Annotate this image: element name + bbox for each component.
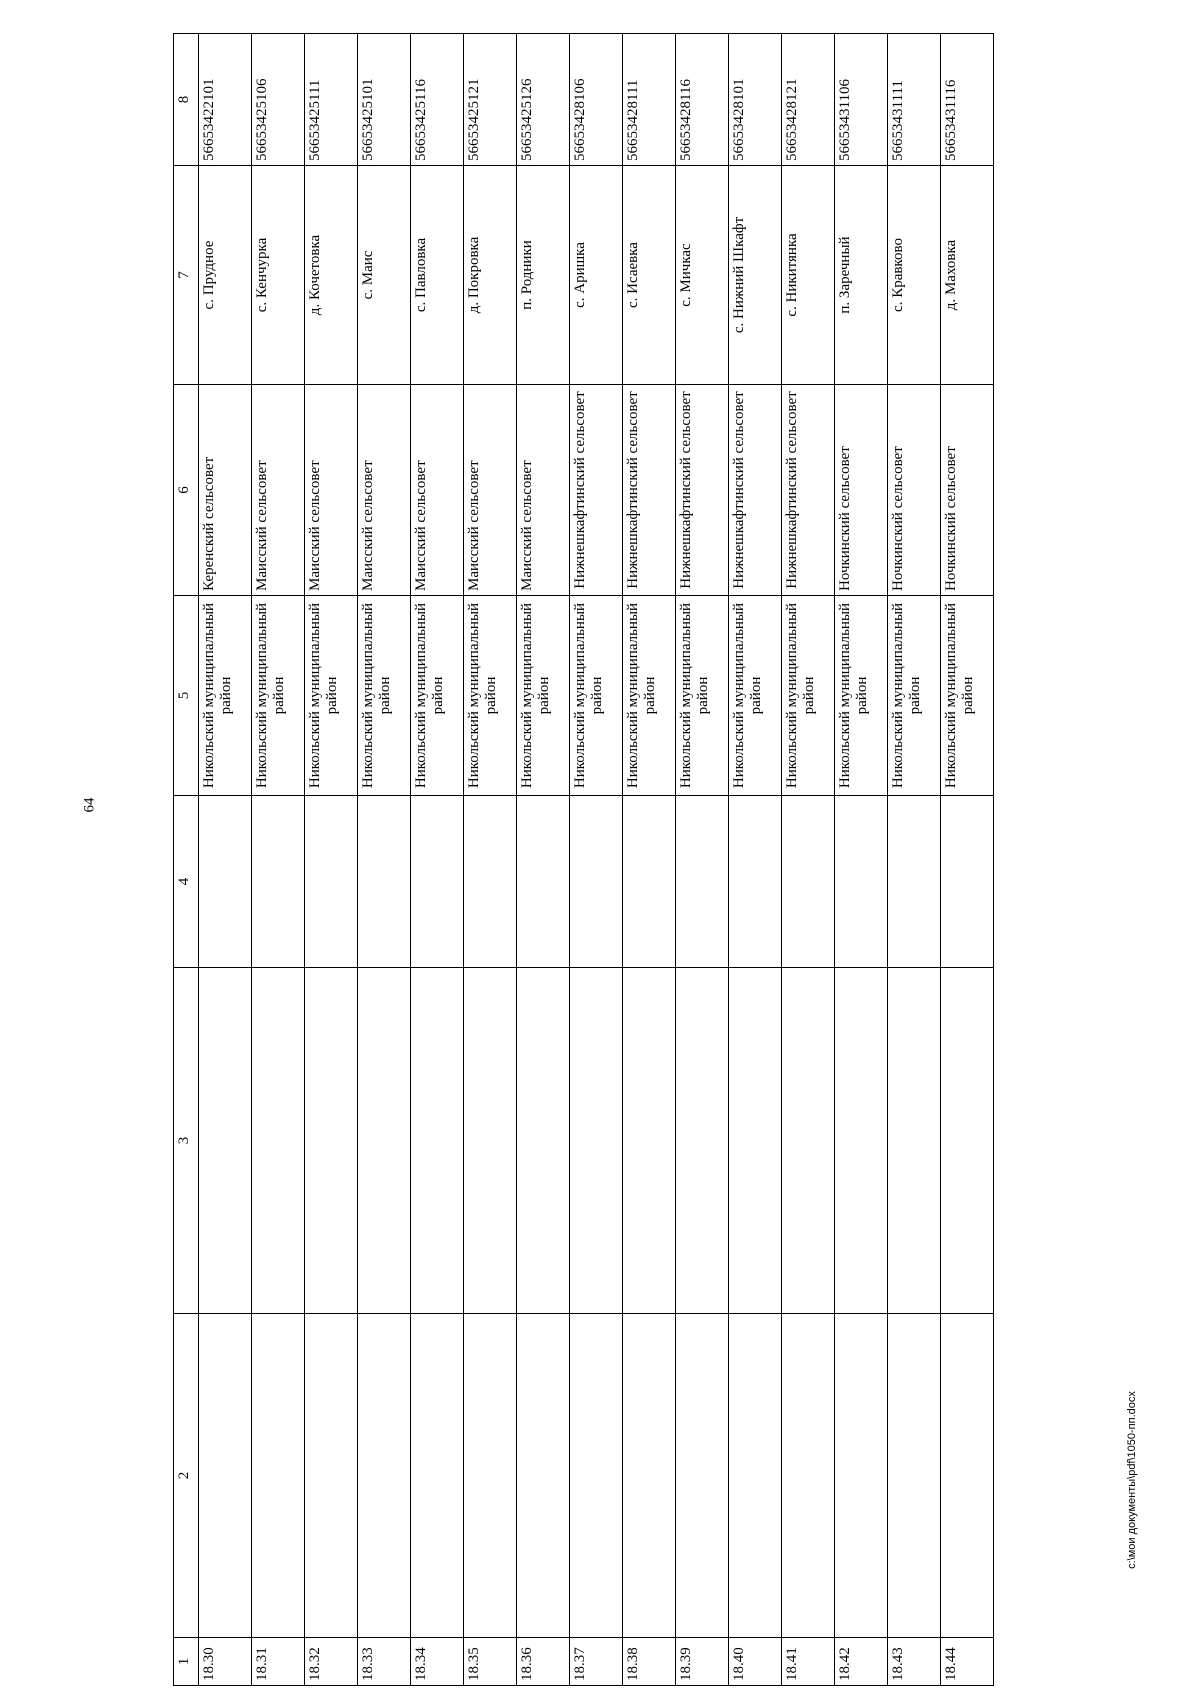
- empty-cell: [782, 1314, 835, 1638]
- empty-cell: [941, 796, 994, 968]
- table-row: [570, 34, 623, 1686]
- empty-cell: [835, 796, 888, 968]
- council-cell: Нижнешкафтинский сельсовет: [570, 385, 623, 596]
- council-cell: Маисский сельсовет: [464, 385, 517, 596]
- table-row: [888, 34, 941, 1686]
- code-cell: 56653425101: [358, 34, 411, 166]
- code-cell: 56653428121: [782, 34, 835, 166]
- column-header: 4: [174, 796, 199, 968]
- row-number-cell: 18.41: [782, 1638, 835, 1686]
- code-cell: 56653425106: [252, 34, 305, 166]
- empty-cell: [570, 1314, 623, 1638]
- column-header: 5: [174, 596, 199, 796]
- column-header: 8: [174, 34, 199, 166]
- settlement-cell: д. Кочетовка: [305, 166, 358, 385]
- empty-cell: [623, 968, 676, 1314]
- district-cell: Никольский муниципальный район: [941, 596, 994, 796]
- settlement-cell: д. Маховка: [941, 166, 994, 385]
- district-cell: Никольский муниципальный район: [570, 596, 623, 796]
- row-number-cell: 18.34: [411, 1638, 464, 1686]
- row-number-cell: 18.36: [517, 1638, 570, 1686]
- council-cell: Ночкинский сельсовет: [888, 385, 941, 596]
- district-cell: Никольский муниципальный район: [358, 596, 411, 796]
- empty-cell: [570, 968, 623, 1314]
- code-cell: 56653425111: [305, 34, 358, 166]
- code-cell: 56653425121: [464, 34, 517, 166]
- empty-cell: [570, 796, 623, 968]
- council-cell: Маисский сельсовет: [305, 385, 358, 596]
- empty-cell: [941, 1314, 994, 1638]
- row-number-cell: 18.38: [623, 1638, 676, 1686]
- code-cell: 56653422101: [199, 34, 252, 166]
- council-cell: Маисский сельсовет: [411, 385, 464, 596]
- row-number-cell: 18.44: [941, 1638, 994, 1686]
- table-row: [517, 34, 570, 1686]
- code-cell: 56653428111: [623, 34, 676, 166]
- table-row: [199, 34, 252, 1686]
- table-row: [411, 34, 464, 1686]
- council-cell: Нижнешкафтинский сельсовет: [623, 385, 676, 596]
- column-header: 7: [174, 166, 199, 385]
- council-cell: Маисский сельсовет: [358, 385, 411, 596]
- empty-cell: [623, 1314, 676, 1638]
- table-row: [835, 34, 888, 1686]
- empty-cell: [305, 968, 358, 1314]
- row-number-cell: 18.33: [358, 1638, 411, 1686]
- empty-cell: [199, 968, 252, 1314]
- empty-cell: [517, 796, 570, 968]
- code-cell: 56653425116: [411, 34, 464, 166]
- empty-cell: [676, 796, 729, 968]
- district-cell: Никольский муниципальный район: [411, 596, 464, 796]
- footer-file-path: c:\мои документы\pdf\1050-пп.docx: [1126, 1391, 1138, 1569]
- empty-cell: [888, 968, 941, 1314]
- row-number-cell: 18.30: [199, 1638, 252, 1686]
- table-row: [623, 34, 676, 1686]
- row-number-cell: 18.39: [676, 1638, 729, 1686]
- settlement-cell: с. Маис: [358, 166, 411, 385]
- district-cell: Никольский муниципальный район: [782, 596, 835, 796]
- empty-cell: [358, 796, 411, 968]
- council-cell: Ночкинский сельсовет: [941, 385, 994, 596]
- empty-cell: [517, 968, 570, 1314]
- column-header: 1: [174, 1638, 199, 1686]
- district-cell: Никольский муниципальный район: [835, 596, 888, 796]
- page-number: 64: [81, 797, 98, 813]
- council-cell: Нижнешкафтинский сельсовет: [729, 385, 782, 596]
- row-number-cell: 18.32: [305, 1638, 358, 1686]
- district-cell: Никольский муниципальный район: [623, 596, 676, 796]
- empty-cell: [729, 1314, 782, 1638]
- empty-cell: [252, 796, 305, 968]
- district-cell: Никольский муниципальный район: [252, 596, 305, 796]
- code-cell: 56653428116: [676, 34, 729, 166]
- empty-cell: [729, 796, 782, 968]
- empty-cell: [199, 796, 252, 968]
- table-row: [305, 34, 358, 1686]
- empty-cell: [676, 1314, 729, 1638]
- empty-cell: [941, 968, 994, 1314]
- empty-cell: [888, 796, 941, 968]
- empty-cell: [676, 968, 729, 1314]
- table-header-row: [174, 34, 199, 1686]
- council-cell: Маисский сельсовет: [252, 385, 305, 596]
- council-cell: Ночкинский сельсовет: [835, 385, 888, 596]
- settlement-cell: д. Покровка: [464, 166, 517, 385]
- table-row: [941, 34, 994, 1686]
- table-row: [782, 34, 835, 1686]
- empty-cell: [729, 968, 782, 1314]
- row-number-cell: 18.43: [888, 1638, 941, 1686]
- district-cell: Никольский муниципальный район: [729, 596, 782, 796]
- settlement-cell: с. Мичкас: [676, 166, 729, 385]
- row-number-cell: 18.40: [729, 1638, 782, 1686]
- empty-cell: [411, 1314, 464, 1638]
- empty-cell: [623, 796, 676, 968]
- council-cell: Нижнешкафтинский сельсовет: [676, 385, 729, 596]
- settlement-cell: п. Заречный: [835, 166, 888, 385]
- empty-cell: [835, 968, 888, 1314]
- table-container: [173, 34, 988, 1686]
- empty-cell: [411, 796, 464, 968]
- column-header: 3: [174, 968, 199, 1314]
- empty-cell: [252, 968, 305, 1314]
- settlement-cell: с. Нижний Шкафт: [729, 166, 782, 385]
- district-cell: Никольский муниципальный район: [517, 596, 570, 796]
- row-number-cell: 18.42: [835, 1638, 888, 1686]
- district-cell: Никольский муниципальный район: [305, 596, 358, 796]
- empty-cell: [358, 1314, 411, 1638]
- code-cell: 56653428106: [570, 34, 623, 166]
- empty-cell: [358, 968, 411, 1314]
- settlement-cell: с. Кенчурка: [252, 166, 305, 385]
- column-header: 6: [174, 385, 199, 596]
- council-cell: Нижнешкафтинский сельсовет: [782, 385, 835, 596]
- table-row: [729, 34, 782, 1686]
- settlement-cell: с. Аришка: [570, 166, 623, 385]
- settlement-cell: с. Исаевка: [623, 166, 676, 385]
- table-row: [464, 34, 517, 1686]
- empty-cell: [835, 1314, 888, 1638]
- row-number-cell: 18.31: [252, 1638, 305, 1686]
- settlement-cell: с. Павловка: [411, 166, 464, 385]
- settlement-cell: п. Родники: [517, 166, 570, 385]
- row-number-cell: 18.35: [464, 1638, 517, 1686]
- empty-cell: [464, 968, 517, 1314]
- code-cell: 56653428101: [729, 34, 782, 166]
- settlement-cell: с. Прудное: [199, 166, 252, 385]
- table-row: [252, 34, 305, 1686]
- empty-cell: [199, 1314, 252, 1638]
- settlement-cell: с. Кравково: [888, 166, 941, 385]
- code-cell: 56653431116: [941, 34, 994, 166]
- empty-cell: [305, 1314, 358, 1638]
- empty-cell: [305, 796, 358, 968]
- code-cell: 56653431106: [835, 34, 888, 166]
- column-header: 2: [174, 1314, 199, 1638]
- empty-cell: [517, 1314, 570, 1638]
- table-row: [358, 34, 411, 1686]
- district-cell: Никольский муниципальный район: [676, 596, 729, 796]
- empty-cell: [464, 1314, 517, 1638]
- council-cell: Маисский сельсовет: [517, 385, 570, 596]
- settlement-cell: с. Никитянка: [782, 166, 835, 385]
- empty-cell: [252, 1314, 305, 1638]
- council-cell: Керенский сельсовет: [199, 385, 252, 596]
- empty-cell: [782, 796, 835, 968]
- district-cell: Никольский муниципальный район: [199, 596, 252, 796]
- empty-cell: [782, 968, 835, 1314]
- row-number-cell: 18.37: [570, 1638, 623, 1686]
- district-cell: Никольский муниципальный район: [464, 596, 517, 796]
- district-cell: Никольский муниципальный район: [888, 596, 941, 796]
- code-cell: 56653425126: [517, 34, 570, 166]
- code-cell: 56653431111: [888, 34, 941, 166]
- table-row: [676, 34, 729, 1686]
- empty-cell: [411, 968, 464, 1314]
- empty-cell: [888, 1314, 941, 1638]
- empty-cell: [464, 796, 517, 968]
- settlements-table: [173, 33, 994, 1686]
